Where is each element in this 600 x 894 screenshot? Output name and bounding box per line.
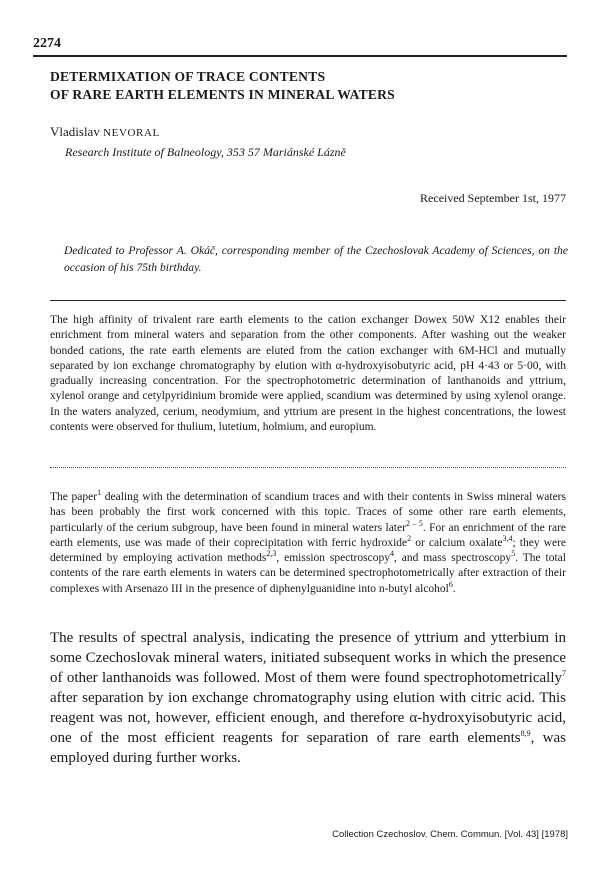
citation-ref: 5 xyxy=(511,549,516,559)
body-text: , was employed during further works. xyxy=(50,730,566,766)
author-first-name: Vladislav xyxy=(50,124,100,139)
author-last-name: NEVORAL xyxy=(103,127,160,139)
citation-ref: 4 xyxy=(389,549,394,559)
affiliation: Research Institute of Balneology, 353 57 Mariánské Lázně xyxy=(65,145,346,159)
citation-ref: 2,3 xyxy=(266,549,277,559)
citation-ref: 3,4 xyxy=(502,534,513,544)
intro-paragraph xyxy=(50,490,566,597)
intro-text: The paper xyxy=(50,491,98,503)
citation-ref: 2 xyxy=(407,534,412,544)
body-text: The results of spectral analysis, indicating the presence of yttrium and ytterbium in some Czechoslovak mineral waters, initiated subsequent works in which the presence of other lanthanoids was followed. Most of them were found spectrophotometrically xyxy=(50,630,566,686)
journal-footer: Collection Czechoslov. Chem. Commun. [Vol. 43] [1978] xyxy=(332,829,568,840)
title-line-1: DETERMIXATION OF TRACE CONTENTS xyxy=(50,69,326,84)
intro-text: , and mass spectroscopy xyxy=(393,552,512,565)
body-paragraph xyxy=(50,628,566,768)
abstract: The high affinity of trivalent rare earth elements to the cation exchanger Dowex 50W X12 enables their enrichment from mineral waters and separation from the other components. After washing out the weaker bonded cations, the rate earth elements are eluted from the cation exchanger with 6M-HCl and mutually separated by ion exchange chromatography by elution with α-hydroxyisobutyric acid, pH 4·43 or 5·00, with gradually increasing concentration. For the spectrophotometric determination of lanthanoids and yttrium, xylenol orange and cetylpyridinium bromide were applied, scandium was determined by using xylenol orange. In the waters analyzed, cerium, neodymium, and yttrium are present in the highest concentrations, the lowest contents were observed for thulium, lutetium, holmium, and europium. xyxy=(50,314,566,434)
citation-ref: 1 xyxy=(97,488,102,498)
abstract-bottom-rule xyxy=(50,467,566,468)
intro-text: ; they were determined by employing activation methods xyxy=(50,536,566,565)
intro-text: dealing with the determination of scandium traces and with their contents in Swiss mineral waters has been probably the first work concerned with this topic. Traces of some other rare earth elements, particularly of the cerium subgroup, have been found in mineral waters later xyxy=(50,491,566,534)
dedication: Dedicated to Professor A. Okáč, corresponding member of the Czechoslovak Academy of Sciences, on the occasion of his 75th birthday. xyxy=(64,244,568,274)
citation-ref: 2 – 5 xyxy=(405,518,423,528)
header-rule xyxy=(33,55,567,57)
intro-text: . For an enrichment of the rare earth elements, use was made of their coprecipitation with ferric hydroxide xyxy=(50,521,567,549)
title-line-2: OF RARE EARTH ELEMENTS IN MINERAL WATERS xyxy=(50,87,395,102)
citation-ref: 6 xyxy=(448,579,453,589)
intro-text: . xyxy=(452,582,456,595)
received-date: Received September 1st, 1977 xyxy=(420,191,566,205)
intro-text: or calcium oxalate xyxy=(411,536,503,549)
article-title xyxy=(50,68,570,104)
author xyxy=(50,124,160,140)
body-text: after separation by ion exchange chromatography using elution with citric acid. This reagent was not, however, efficient enough, and therefore α-hydroxyisobutyric acid, one of the most efficient reagents for separation of rare earth elements xyxy=(50,690,566,746)
page-number: 2274 xyxy=(33,36,61,51)
intro-text: . The total contents of the rare earth elements in waters can be determined spectrophotometrically after extraction of their complexes with Arsenazo III in the presence of diphenylguanidine into n-butyl alcohol xyxy=(50,552,566,595)
citation-ref: 8,9 xyxy=(520,729,531,738)
citation-ref: 7 xyxy=(562,669,566,678)
intro-text: , emission spectroscopy xyxy=(276,552,390,565)
abstract-top-rule xyxy=(50,300,566,301)
